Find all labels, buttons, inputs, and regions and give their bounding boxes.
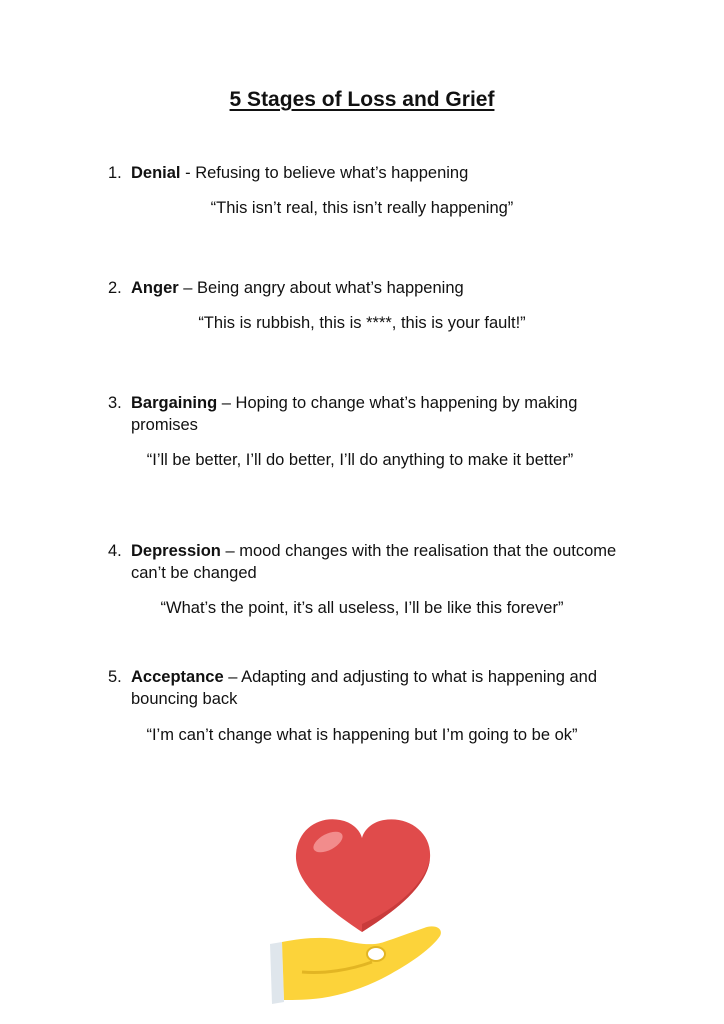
stage-name: Denial xyxy=(131,164,181,182)
stage-number: 4. xyxy=(108,542,122,560)
heart-in-hand-icon xyxy=(262,812,452,1013)
stage-denial xyxy=(108,162,648,184)
stage-quote: “What’s the point, it’s all useless, I’ll be like this forever” xyxy=(160,599,564,617)
stage-name: Acceptance xyxy=(131,668,224,686)
stage-quote: “This isn’t real, this isn’t really happening” xyxy=(210,199,514,217)
stage-description: Hoping to change what’s happening by making promises xyxy=(131,394,578,434)
stage-description: Refusing to believe what’s happening xyxy=(195,164,469,182)
stage-separator: – xyxy=(217,394,236,412)
stage-number: 2. xyxy=(108,279,122,297)
stage-quote: “I’ll be better, I’ll do better, I’ll do anything to make it better” xyxy=(146,451,574,469)
stage-number: 5. xyxy=(108,668,122,686)
stage-separator: – xyxy=(178,279,198,297)
stage-separator: – xyxy=(220,542,240,560)
stage-acceptance xyxy=(108,666,648,710)
stage-quote: “I’m can’t change what is happening but I’m going to be ok” xyxy=(146,726,578,744)
stage-number: 3. xyxy=(108,394,122,412)
stage-separator: - xyxy=(180,164,196,182)
heart-icon xyxy=(296,819,430,932)
page-title: 5 Stages of Loss and Grief xyxy=(229,88,495,111)
stage-bargaining xyxy=(108,392,648,436)
stage-anger xyxy=(108,277,648,299)
stage-name: Depression xyxy=(131,542,221,560)
stage-description: Adapting and adjusting to what is happening and bouncing back xyxy=(131,668,598,708)
stage-name: Anger xyxy=(131,279,179,297)
stage-description: mood changes with the realisation that the outcome can’t be changed xyxy=(131,542,617,582)
stage-depression xyxy=(108,540,648,584)
stage-name: Bargaining xyxy=(131,394,218,412)
stage-quote: “This is rubbish, this is ****, this is your fault!” xyxy=(198,314,526,332)
stage-description: Being angry about what’s happening xyxy=(197,279,464,297)
stage-number: 1. xyxy=(108,164,122,182)
stage-separator: – xyxy=(223,668,242,686)
